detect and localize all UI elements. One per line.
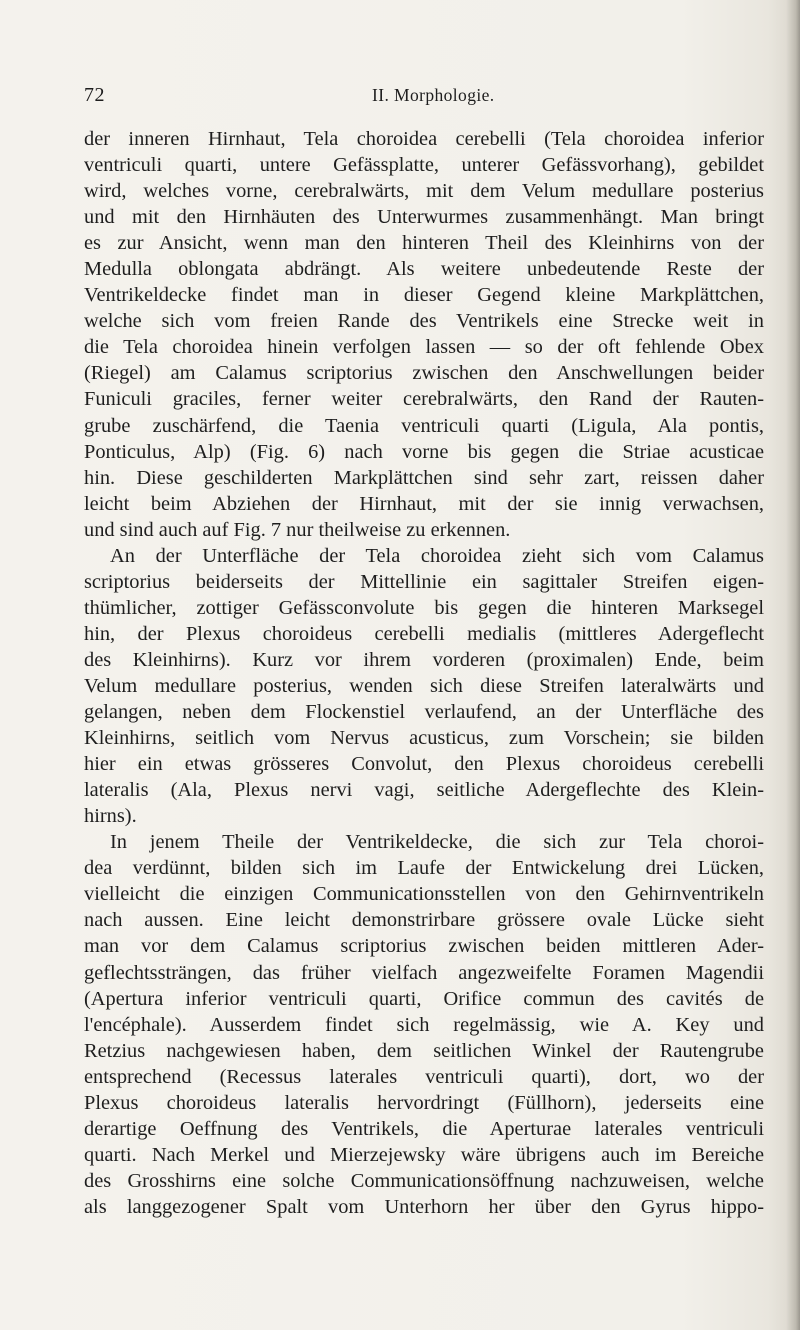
text-line: entsprechend (Recessus laterales ventriculi quarti), dort, wo der — [84, 1065, 764, 1088]
text-line: l'encéphale). Ausserdem findet sich regelmässig, wie A. Key und — [84, 1013, 764, 1036]
text-line: vielleicht die einzigen Communicationsstellen von den Gehirnventrikeln — [84, 883, 764, 906]
body-text — [84, 126, 764, 1220]
text-line: lateralis (Ala, Plexus nervi vagi, seitliche Adergeflechte des Klein- — [84, 779, 764, 802]
text-line: Ponticulus, Alp) (Fig. 6) nach vorne bis gegen die Striae acusticae — [84, 440, 764, 463]
page-edge-shadow — [786, 0, 800, 1330]
text-line: (Riegel) am Calamus scriptorius zwischen den Anschwellungen beider — [84, 362, 764, 385]
text-line: wird, welches vorne, cerebralwärts, mit dem Velum medullare posterius — [84, 180, 764, 203]
text-line: man vor dem Calamus scriptorius zwischen beiden mittleren Ader- — [84, 935, 764, 958]
text-line: ventriculi quarti, untere Gefässplatte, unterer Gefässvorhang), gebildet — [84, 154, 764, 177]
text-line: und sind auch auf Fig. 7 nur theilweise zu erkennen. — [84, 518, 511, 541]
text-line: Funiculi graciles, ferner weiter cerebralwärts, den Rand der Rauten- — [84, 388, 764, 411]
text-line: gelangen, neben dem Flockenstiel verlaufend, an der Unterfläche des — [84, 701, 764, 724]
text-line: thümlicher, zottiger Gefässconvolute bis gegen die hinteren Marksegel — [84, 596, 764, 619]
text-line: grube zuschärfend, die Taenia ventriculi quarti (Ligula, Ala pontis, — [84, 414, 764, 437]
text-line: In jenem Theile der Ventrikeldecke, die sich zur Tela choroi- — [110, 831, 764, 854]
text-line: scriptorius beiderseits der Mittellinie ein sagittaler Streifen eigen- — [84, 570, 764, 593]
text-line: Plexus choroideus lateralis hervordringt (Füllhorn), jederseits eine — [84, 1091, 764, 1114]
text-line: es zur Ansicht, wenn man den hinteren Theil des Kleinhirns von der — [84, 232, 764, 255]
text-line: Ventrikeldecke findet man in dieser Gegend kleine Markplättchen, — [84, 284, 764, 307]
text-line: als langgezogener Spalt vom Unterhorn her über den Gyrus hippo- — [84, 1195, 764, 1218]
text-line: nach aussen. Eine leicht demonstrirbare grössere ovale Lücke sieht — [84, 909, 764, 932]
text-line: der inneren Hirnhaut, Tela choroidea cerebelli (Tela choroidea inferior — [84, 128, 764, 150]
text-line: (Apertura inferior ventriculi quarti, Orifice commun des cavités de — [84, 987, 764, 1010]
text-line: Velum medullare posterius, wenden sich diese Streifen lateralwärts und — [84, 674, 764, 697]
text-line: hin. Diese geschilderten Markplättchen sind sehr zart, reissen daher — [84, 466, 764, 489]
text-line: des Grosshirns eine solche Communicationsöffnung nachzuweisen, welche — [84, 1169, 764, 1192]
page-header — [84, 84, 764, 108]
text-line: hin, der Plexus choroideus cerebelli medialis (mittleres Adergeflecht — [84, 622, 764, 645]
text-line: und mit den Hirnhäuten des Unterwurmes zusammenhängt. Man bringt — [84, 206, 764, 229]
text-line: des Kleinhirns). Kurz vor ihrem vorderen (proximalen) Ende, beim — [84, 648, 764, 671]
text-line: hirns). — [84, 805, 137, 828]
text-line: dea verdünnt, bilden sich im Laufe der Entwickelung drei Lücken, — [84, 857, 764, 880]
text-line: quarti. Nach Merkel und Mierzejewsky wäre übrigens auch im Bereiche — [84, 1143, 764, 1166]
text-line: die Tela choroidea hinein verfolgen lassen — so der oft fehlende Obex — [84, 336, 764, 359]
text-line: leicht beim Abziehen der Hirnhaut, mit der sie innig verwachsen, — [84, 492, 764, 515]
page-number: 72 — [84, 84, 105, 106]
text-line: hier ein etwas grösseres Convolut, den Plexus choroideus cerebelli — [84, 753, 764, 776]
text-line: An der Unterfläche der Tela choroidea zieht sich vom Calamus — [110, 544, 764, 567]
text-line: derartige Oeffnung des Ventrikels, die Aperturae laterales ventriculi — [84, 1117, 764, 1140]
text-line: welche sich vom freien Rande des Ventrikels eine Strecke weit in — [84, 310, 764, 333]
text-line: Retzius nachgewiesen haben, dem seitlichen Winkel der Rautengrube — [84, 1039, 764, 1062]
text-line: geflechtssträngen, das früher vielfach angezweifelte Foramen Magendii — [84, 961, 764, 984]
text-line: Medulla oblongata abdrängt. Als weitere unbedeutende Reste der — [84, 258, 764, 281]
text-line: Kleinhirns, seitlich vom Nervus acusticus, zum Vorschein; sie bilden — [84, 727, 764, 750]
running-head: II. Morphologie. — [372, 85, 495, 105]
